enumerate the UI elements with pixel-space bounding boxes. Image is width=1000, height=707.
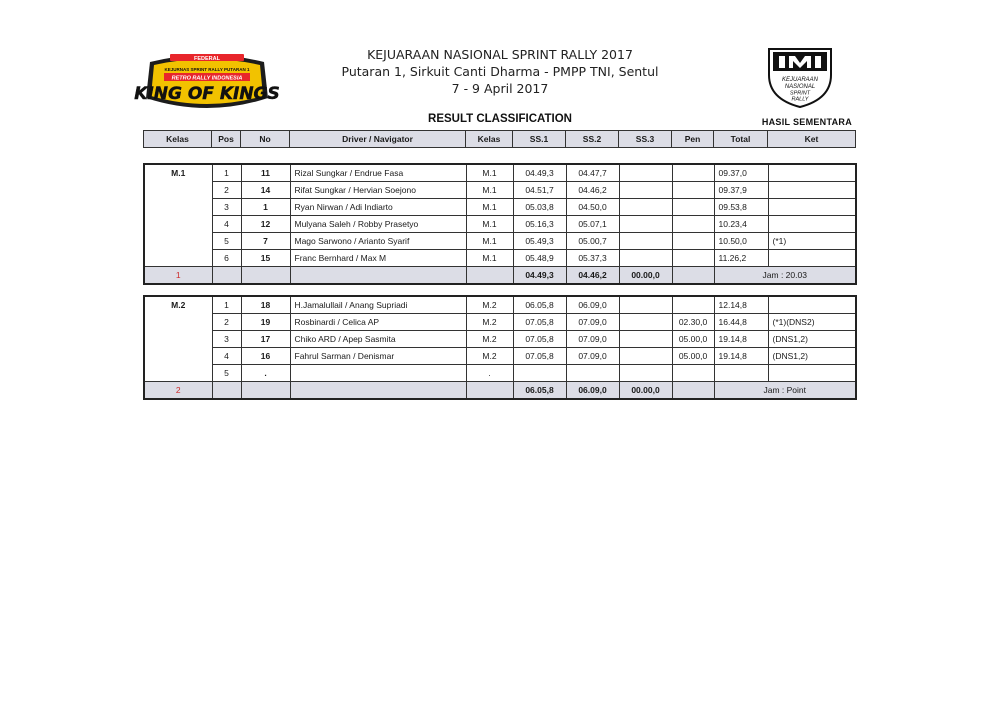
summary-empty (290, 382, 466, 400)
column-header: No (241, 131, 290, 148)
table-row (144, 164, 856, 182)
remarks-cell: (DNS1,2) (768, 331, 856, 348)
svg-text:NASIONAL: NASIONAL (784, 84, 816, 90)
position-cell: 4 (212, 348, 241, 365)
position-cell: 4 (212, 216, 241, 233)
ss3-time-cell (619, 164, 672, 182)
remarks-cell: (DNS1,2) (768, 348, 856, 365)
ss1-time-cell: 06.05,8 (513, 296, 566, 314)
driver-navigator-cell: Fahrul Sarman / Denismar (290, 348, 466, 365)
summary-empty (466, 267, 513, 285)
ss1-time-cell: 04.49,3 (513, 164, 566, 182)
penalty-cell (672, 233, 714, 250)
class-cell: M.1 (466, 233, 513, 250)
summary-empty (212, 267, 241, 285)
summary-empty (241, 382, 290, 400)
summary-best-ss3: 00.00,0 (619, 267, 672, 285)
table-row (144, 216, 856, 233)
summary-best-ss1: 04.49,3 (513, 267, 566, 285)
driver-navigator-cell: Chiko ARD / Apep Sasmita (290, 331, 466, 348)
driver-navigator-cell: Mago Sarwono / Arianto Syarif (290, 233, 466, 250)
summary-empty (212, 382, 241, 400)
class-cell: M.1 (466, 216, 513, 233)
driver-navigator-cell: H.Jamalullail / Anang Supriadi (290, 296, 466, 314)
penalty-cell (672, 182, 714, 199)
car-number-cell: . (241, 365, 290, 382)
results-group-m1 (143, 163, 857, 285)
column-header: SS.1 (513, 131, 566, 148)
ss3-time-cell (619, 296, 672, 314)
remarks-cell: (*1) (768, 233, 856, 250)
summary-best-ss2: 06.09,0 (566, 382, 619, 400)
remarks-cell: (*1)(DNS2) (768, 314, 856, 331)
svg-text:SPRINT: SPRINT (789, 90, 811, 97)
summary-best-ss1: 06.05,8 (513, 382, 566, 400)
penalty-cell (672, 164, 714, 182)
ss3-time-cell (619, 365, 672, 382)
king-of-kings-logo (134, 52, 280, 118)
ss1-time-cell: 05.16,3 (513, 216, 566, 233)
ss2-time-cell: 07.09,0 (566, 331, 619, 348)
total-time-cell: 19.14,8 (714, 348, 768, 365)
ss3-time-cell (619, 331, 672, 348)
total-time-cell: 09.37,0 (714, 164, 768, 182)
summary-jam: Jam : Point (714, 382, 856, 400)
remarks-cell (768, 164, 856, 182)
summary-best-ss3: 00.00,0 (619, 382, 672, 400)
penalty-cell (672, 296, 714, 314)
remarks-cell (768, 199, 856, 216)
ss1-time-cell: 04.51,7 (513, 182, 566, 199)
remarks-cell (768, 365, 856, 382)
ss1-time-cell: 05.03,8 (513, 199, 566, 216)
driver-navigator-cell (290, 365, 466, 382)
svg-text:KING OF KINGS: KING OF KINGS (134, 84, 280, 104)
remarks-cell (768, 250, 856, 267)
penalty-cell: 05.00,0 (672, 331, 714, 348)
svg-text:KEJUARAAN: KEJUARAAN (781, 77, 819, 83)
total-time-cell: 10.23,4 (714, 216, 768, 233)
ss3-time-cell (619, 348, 672, 365)
table-row (144, 233, 856, 250)
car-number-cell: 15 (241, 250, 290, 267)
position-cell: 2 (212, 314, 241, 331)
total-time-cell: 09.37,9 (714, 182, 768, 199)
results-header (143, 130, 856, 148)
class-cell: M.2 (466, 348, 513, 365)
position-cell: 1 (212, 296, 241, 314)
ss2-time-cell (566, 365, 619, 382)
position-cell: 2 (212, 182, 241, 199)
class-cell: M.2 (466, 314, 513, 331)
position-cell: 5 (212, 365, 241, 382)
svg-text:RALLY: RALLY (791, 96, 809, 103)
ss3-time-cell (619, 216, 672, 233)
status-label: HASIL SEMENTARA (761, 117, 852, 127)
ss1-time-cell: 05.48,9 (513, 250, 566, 267)
car-number-cell: 18 (241, 296, 290, 314)
ss1-time-cell: 07.05,8 (513, 331, 566, 348)
ss1-time-cell: 07.05,8 (513, 348, 566, 365)
driver-navigator-cell: Ryan Nirwan / Adi Indiarto (290, 199, 466, 216)
total-time-cell: 10.50,0 (714, 233, 768, 250)
table-row (144, 365, 856, 382)
result-title: RESULT CLASSIFICATION (428, 113, 572, 125)
ss2-time-cell: 05.00,7 (566, 233, 619, 250)
total-time-cell: 09.53,8 (714, 199, 768, 216)
event-header (300, 46, 700, 97)
position-cell: 3 (212, 199, 241, 216)
summary-group-number: 2 (144, 382, 212, 400)
car-number-cell: 12 (241, 216, 290, 233)
table-row (144, 250, 856, 267)
summary-group-number: 1 (144, 267, 212, 285)
total-time-cell (714, 365, 768, 382)
ss3-time-cell (619, 199, 672, 216)
column-header: Pos (212, 131, 241, 148)
event-date: 7 - 9 April 2017 (451, 81, 549, 96)
driver-navigator-cell: Rifat Sungkar / Hervian Soejono (290, 182, 466, 199)
summary-empty (290, 267, 466, 285)
ss2-time-cell: 05.37,3 (566, 250, 619, 267)
ss3-time-cell (619, 314, 672, 331)
ss2-time-cell: 07.09,0 (566, 348, 619, 365)
summary-empty (672, 267, 714, 285)
column-header: SS.2 (566, 131, 619, 148)
ss2-time-cell: 06.09,0 (566, 296, 619, 314)
position-cell: 6 (212, 250, 241, 267)
penalty-cell (672, 216, 714, 233)
results-group-m2 (143, 295, 857, 400)
car-number-cell: 1 (241, 199, 290, 216)
class-cell: M.1 (466, 199, 513, 216)
summary-row (144, 267, 856, 285)
ss2-time-cell: 04.47,7 (566, 164, 619, 182)
remarks-cell (768, 182, 856, 199)
table-row (144, 348, 856, 365)
table-row (144, 331, 856, 348)
total-time-cell: 12.14,8 (714, 296, 768, 314)
table-row (144, 314, 856, 331)
summary-jam: Jam : 20.03 (714, 267, 856, 285)
svg-text:FEDERAL: FEDERAL (194, 56, 220, 62)
column-header: Total (714, 131, 768, 148)
table-row (144, 182, 856, 199)
position-cell: 5 (212, 233, 241, 250)
ss2-time-cell: 07.09,0 (566, 314, 619, 331)
ss3-time-cell (619, 182, 672, 199)
total-time-cell: 19.14,8 (714, 331, 768, 348)
group-kelas: M.2 (144, 296, 212, 382)
class-cell: . (466, 365, 513, 382)
remarks-cell (768, 296, 856, 314)
table-row (144, 199, 856, 216)
ss1-time-cell (513, 365, 566, 382)
column-header: Kelas (466, 131, 513, 148)
driver-navigator-cell: Mulyana Saleh / Robby Prasetyo (290, 216, 466, 233)
total-time-cell: 16.44,8 (714, 314, 768, 331)
penalty-cell (672, 250, 714, 267)
car-number-cell: 14 (241, 182, 290, 199)
table-row (144, 296, 856, 314)
column-header: Ket (768, 131, 856, 148)
ss2-time-cell: 05.07,1 (566, 216, 619, 233)
column-header: Driver / Navigator (290, 131, 466, 148)
penalty-cell (672, 365, 714, 382)
penalty-cell: 02.30,0 (672, 314, 714, 331)
driver-navigator-cell: Rosbinardi / Celica AP (290, 314, 466, 331)
group-kelas: M.1 (144, 164, 212, 267)
driver-navigator-cell: Rizal Sungkar / Endrue Fasa (290, 164, 466, 182)
car-number-cell: 17 (241, 331, 290, 348)
ss1-time-cell: 07.05,8 (513, 314, 566, 331)
car-number-cell: 19 (241, 314, 290, 331)
svg-text:KEJURNAS SPRINT RALLY PUTARAN: KEJURNAS SPRINT RALLY PUTARAN 1 (164, 67, 250, 72)
column-header: Pen (672, 131, 714, 148)
summary-best-ss2: 04.46,2 (566, 267, 619, 285)
summary-empty (241, 267, 290, 285)
car-number-cell: 7 (241, 233, 290, 250)
class-cell: M.2 (466, 296, 513, 314)
summary-empty (672, 382, 714, 400)
position-cell: 3 (212, 331, 241, 348)
class-cell: M.1 (466, 250, 513, 267)
summary-empty (466, 382, 513, 400)
ss3-time-cell (619, 250, 672, 267)
ss2-time-cell: 04.46,2 (566, 182, 619, 199)
penalty-cell: 05.00,0 (672, 348, 714, 365)
ss1-time-cell: 05.49,3 (513, 233, 566, 250)
event-title: KEJUARAAN NASIONAL SPRINT RALLY 2017 (367, 47, 633, 62)
svg-text:RETRO RALLY INDONESIA: RETRO RALLY INDONESIA (171, 75, 243, 82)
position-cell: 1 (212, 164, 241, 182)
total-time-cell: 11.26,2 (714, 250, 768, 267)
imi-shield-logo (765, 47, 835, 109)
driver-navigator-cell: Franc Bernhard / Max M (290, 250, 466, 267)
column-header: Kelas (144, 131, 212, 148)
ss2-time-cell: 04.50,0 (566, 199, 619, 216)
class-cell: M.1 (466, 182, 513, 199)
car-number-cell: 16 (241, 348, 290, 365)
class-cell: M.2 (466, 331, 513, 348)
penalty-cell (672, 199, 714, 216)
column-header: SS.3 (619, 131, 672, 148)
class-cell: M.1 (466, 164, 513, 182)
event-round: Putaran 1, Sirkuit Canti Dharma - PMPP TNI, Sentul (341, 64, 659, 79)
car-number-cell: 11 (241, 164, 290, 182)
ss3-time-cell (619, 233, 672, 250)
summary-row (144, 382, 856, 400)
remarks-cell (768, 216, 856, 233)
